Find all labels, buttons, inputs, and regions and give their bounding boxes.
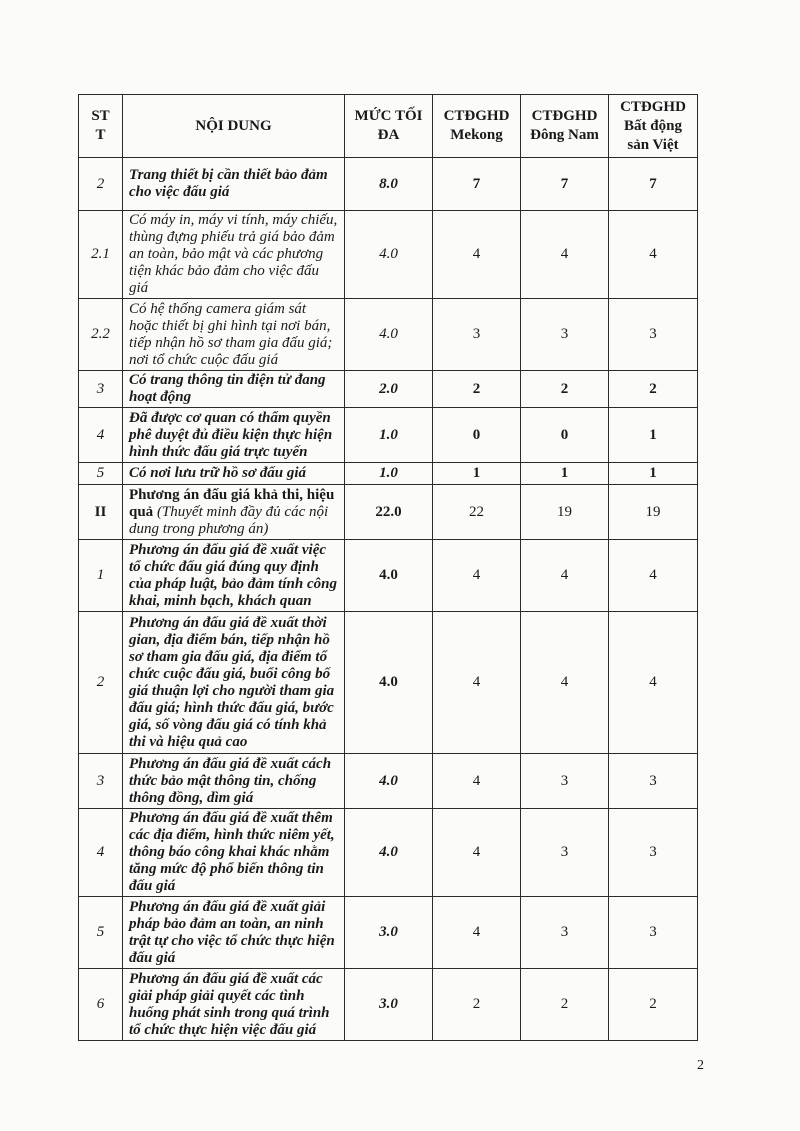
row-value-1: 22 xyxy=(433,485,521,540)
row-stt: 3 xyxy=(79,754,123,809)
row-max: 2.0 xyxy=(345,371,433,408)
row-value-3: 3 xyxy=(609,754,698,809)
row-stt: 3 xyxy=(79,371,123,408)
row-content: Phương án đấu giá đề xuất cách thức bảo mật thông tin, chống thông đồng, dìm giá xyxy=(123,754,345,809)
row-max: 8.0 xyxy=(345,158,433,211)
row-value-3: 1 xyxy=(609,463,698,485)
row-value-1: 3 xyxy=(433,299,521,371)
table-row xyxy=(79,612,698,754)
row-content: Phương án đấu giá đề xuất giải pháp bảo đảm an toàn, an ninh trật tự cho việc tổ chức thực hiện đấu giá xyxy=(123,897,345,969)
row-stt: 4 xyxy=(79,408,123,463)
row-value-2: 0 xyxy=(521,408,609,463)
row-value-2: 3 xyxy=(521,897,609,969)
row-value-3: 4 xyxy=(609,211,698,299)
row-stt: II xyxy=(79,485,123,540)
row-value-3: 3 xyxy=(609,897,698,969)
table-row xyxy=(79,540,698,612)
row-stt: 2.1 xyxy=(79,211,123,299)
row-max: 3.0 xyxy=(345,969,433,1041)
table-row xyxy=(79,211,698,299)
header-col-dong-nam: CTĐGHD Đông Nam xyxy=(521,95,609,158)
row-stt: 5 xyxy=(79,463,123,485)
table-row xyxy=(79,158,698,211)
section-note: (Thuyết minh đầy đủ các nội dung trong phương án) xyxy=(129,503,329,537)
header-muc-toi-da: MỨC TỐI ĐA xyxy=(345,95,433,158)
row-value-2: 3 xyxy=(521,299,609,371)
row-max: 4.0 xyxy=(345,809,433,897)
row-stt: 2 xyxy=(79,158,123,211)
row-value-2: 7 xyxy=(521,158,609,211)
row-value-2: 3 xyxy=(521,809,609,897)
row-value-3: 2 xyxy=(609,371,698,408)
row-value-1: 0 xyxy=(433,408,521,463)
row-value-3: 4 xyxy=(609,540,698,612)
row-stt: 5 xyxy=(79,897,123,969)
row-max: 4.0 xyxy=(345,211,433,299)
row-value-3: 7 xyxy=(609,158,698,211)
table-row xyxy=(79,299,698,371)
row-value-2: 3 xyxy=(521,754,609,809)
row-value-3: 3 xyxy=(609,809,698,897)
row-content: Phương án đấu giá đề xuất thêm các địa điểm, hình thức niêm yết, thông báo công khai khác nhằm tăng mức độ phổ biến thông tin đấu giá xyxy=(123,809,345,897)
row-value-3: 3 xyxy=(609,299,698,371)
page-number: 2 xyxy=(697,1058,704,1073)
row-stt: 6 xyxy=(79,969,123,1041)
row-value-1: 4 xyxy=(433,809,521,897)
row-value-3: 1 xyxy=(609,408,698,463)
row-value-2: 4 xyxy=(521,211,609,299)
row-value-3: 19 xyxy=(609,485,698,540)
row-value-3: 4 xyxy=(609,612,698,754)
row-max: 4.0 xyxy=(345,754,433,809)
table-row xyxy=(79,969,698,1041)
table-row xyxy=(79,408,698,463)
section-title: Phương án đấu giá khả thi, hiệu quả xyxy=(129,486,335,520)
row-max: 1.0 xyxy=(345,463,433,485)
row-stt: 2.2 xyxy=(79,299,123,371)
row-content: Có máy in, máy vi tính, máy chiếu, thùng đựng phiếu trả giá bảo đảm an toàn, bảo mật và các phương tiện khác bảo đảm cho việc đấu giá xyxy=(123,211,345,299)
row-max: 3.0 xyxy=(345,897,433,969)
row-value-2: 2 xyxy=(521,371,609,408)
row-max: 4.0 xyxy=(345,540,433,612)
header-col-mekong: CTĐGHD Mekong xyxy=(433,95,521,158)
row-stt: 4 xyxy=(79,809,123,897)
row-content: Trang thiết bị cần thiết bảo đảm cho việc đấu giá xyxy=(123,158,345,211)
table-row xyxy=(79,463,698,485)
table-row xyxy=(79,371,698,408)
evaluation-table xyxy=(78,94,698,1041)
row-content: Có nơi lưu trữ hồ sơ đấu giá xyxy=(123,463,345,485)
table-row xyxy=(79,897,698,969)
row-value-1: 4 xyxy=(433,897,521,969)
section-row xyxy=(79,485,698,540)
row-content: Đã được cơ quan có thẩm quyền phê duyệt đủ điều kiện thực hiện hình thức đấu giá trực tuyến xyxy=(123,408,345,463)
row-max: 1.0 xyxy=(345,408,433,463)
row-value-1: 7 xyxy=(433,158,521,211)
row-content: Phương án đấu giá đề xuất thời gian, địa điểm bán, tiếp nhận hồ sơ tham gia đấu giá, địa điểm tổ chức cuộc đấu giá, buổi công bố giá thuận lợi cho người tham gia đấu giá; hình thức đấu giá, bước giá, số vòng đấu giá có tính khả thi và hiệu quả cao xyxy=(123,612,345,754)
row-value-2: 19 xyxy=(521,485,609,540)
row-max: 22.0 xyxy=(345,485,433,540)
row-max: 4.0 xyxy=(345,612,433,754)
header-col-bds-viet: CTĐGHD Bất động sản Việt xyxy=(609,95,698,158)
header-row xyxy=(79,95,698,158)
row-value-1: 4 xyxy=(433,754,521,809)
row-value-1: 4 xyxy=(433,612,521,754)
row-value-1: 4 xyxy=(433,211,521,299)
row-value-2: 4 xyxy=(521,540,609,612)
table-row xyxy=(79,809,698,897)
row-value-2: 2 xyxy=(521,969,609,1041)
row-content xyxy=(123,485,345,540)
row-value-2: 4 xyxy=(521,612,609,754)
row-stt: 2 xyxy=(79,612,123,754)
row-value-1: 1 xyxy=(433,463,521,485)
row-stt: 1 xyxy=(79,540,123,612)
row-value-2: 1 xyxy=(521,463,609,485)
row-content: Có hệ thống camera giám sát hoặc thiết bị ghi hình tại nơi bán, tiếp nhận hồ sơ tham gia đấu giá; nơi tổ chức cuộc đấu giá xyxy=(123,299,345,371)
row-content: Phương án đấu giá đề xuất việc tổ chức đấu giá đúng quy định của pháp luật, bảo đảm tính công khai, minh bạch, khách quan xyxy=(123,540,345,612)
row-value-3: 2 xyxy=(609,969,698,1041)
row-value-1: 4 xyxy=(433,540,521,612)
header-stt: ST T xyxy=(79,95,123,158)
table-row xyxy=(79,754,698,809)
header-noi-dung: NỘI DUNG xyxy=(123,95,345,158)
row-content: Phương án đấu giá đề xuất các giải pháp giải quyết các tình huống phát sinh trong quá trình tổ chức thực hiện việc đấu giá xyxy=(123,969,345,1041)
row-value-1: 2 xyxy=(433,371,521,408)
row-value-1: 2 xyxy=(433,969,521,1041)
row-content: Có trang thông tin điện tử đang hoạt động xyxy=(123,371,345,408)
row-max: 4.0 xyxy=(345,299,433,371)
